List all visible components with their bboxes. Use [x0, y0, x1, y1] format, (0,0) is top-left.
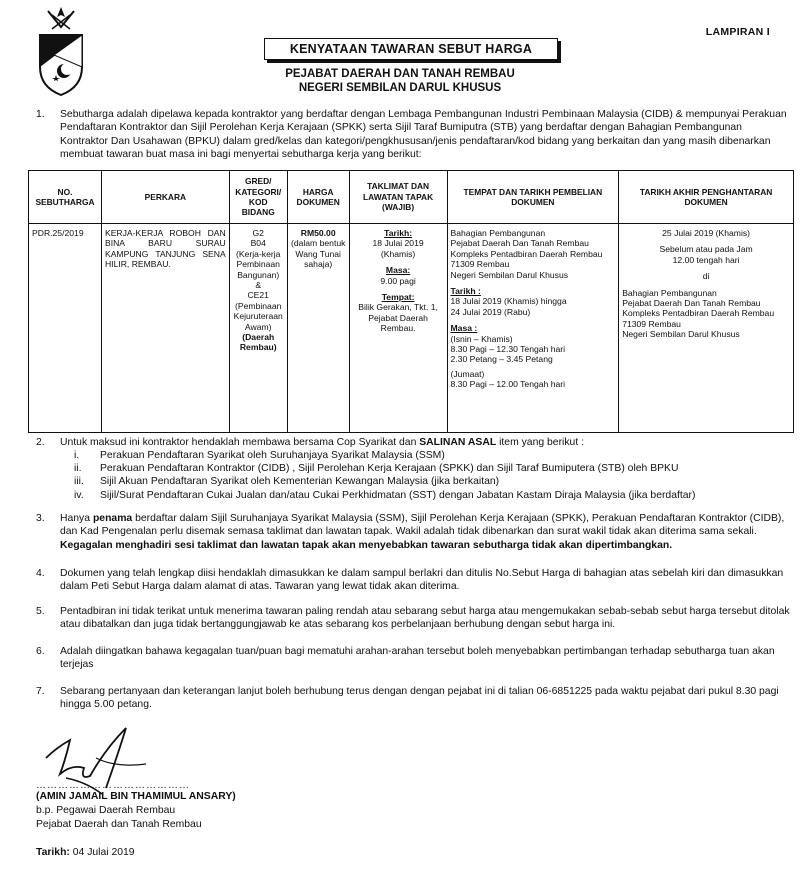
- column-header: HARGA DOKUMEN: [287, 171, 349, 224]
- office-name: PEJABAT DAERAH DAN TANAH REMBAU: [285, 68, 515, 80]
- lampiran-label: LAMPIRAN I: [705, 26, 770, 38]
- deadline-address-line: Kompleks Pentadbiran Daerah Rembau: [622, 308, 775, 319]
- paragraph-text: berdaftar dalam Sijil Suruhanjaya Syarikat Malaysia (SSM), Sijil Perolehan Kerja Kerajaan (SPKK), Perakuan Pendaftaran Kontraktor (CIDB), dan Kad Pengenalan perlu disemak semasa taklimat dan lawatan tapak. Wakil adalah tidak dibenarkan dan surat wakil tidak akan diterima sama sekali.: [60, 513, 785, 538]
- paragraph-number: 7.: [36, 686, 45, 697]
- paragraph-2: [36, 436, 792, 449]
- paragraph-text: Dokumen yang telah lengkap diisi hendaklah dimasukkan ke dalam sampul berlakri dan ditulis No.Sebut Harga di bahagian atas sebelah kiri dan dimasukkan dalam Peti Sebut Harga dalam alamat di atas. Tawaran yang lewat tidak akan diterima.: [60, 568, 784, 593]
- list-item-number: iv.: [74, 489, 84, 501]
- paragraph-text: Pentadbiran ini tidak terikat untuk menerima tawaran paling rendah atau sebarang sebut harga atau mengemukakan sebab-sebab sebut harga tersebut ditolak atau dibatalkan dan juga tidak bertanggungjawab ke atas sebarang kos perbelanjaan berhubung dengan sebut harga ini.: [60, 606, 790, 631]
- document-date: [36, 847, 135, 858]
- emphasis-text: penama: [92, 513, 133, 524]
- purchase-time: 8.30 Pagi – 12.00 Tengah hari: [450, 379, 566, 390]
- paragraph-number: 4.: [36, 568, 45, 579]
- column-header: NO. SEBUTHARGA: [29, 171, 102, 224]
- price-note: (dalam bentuk Wang Tunai sahaja): [290, 238, 346, 270]
- grade-line: (Pembinaan Kejuruteraan Awam): [233, 300, 283, 332]
- purchase-address-line: Bahagian Pembangunan: [450, 228, 546, 238]
- deadline-time: Sebelum atau pada Jam 12.00 tengah hari: [659, 244, 753, 265]
- grade-line: G2: [252, 228, 264, 238]
- cell-purchase: [447, 224, 619, 433]
- list-item: [60, 449, 790, 462]
- grade-line: (Kerja-kerja Pembinaan Bangunan): [236, 248, 281, 280]
- document-price: RM50.00: [300, 228, 336, 238]
- paragraph-6: [36, 645, 792, 672]
- column-header: TAKLIMAT DAN LAWATAN TAPAK (WAJIB): [349, 171, 447, 224]
- list-item: [60, 489, 790, 502]
- paragraph-text: Sebutharga adalah dipelawa kepada kontraktor yang berdaftar dengan Lembaga Pembangunan Industri Pembinaan Malaysia (CIDB) & mempunyai Perakuan Pendaftaran Kontraktor dan Sijil Perolehan Kerja Kerajaan (SPKK) serta Sijil Taraf Bumiputra (STB) yang berdaftar dengan Bahagian Pembangunan Kontraktor Dan Usahawan (BPKU) dalam gred/kelas dan kategori/pengkhususan/jenis pendaftaran/kod bidang yang berkaitan dan yang masih dibenarkan membuat tawaran buat masa ini bagi menyertai sebutharga kerja yang berikut:: [60, 109, 787, 161]
- purchase-date: 24 Julai 2019 (Rabu): [450, 306, 531, 317]
- briefing-date-label: Tarikh:: [384, 228, 413, 238]
- purchase-date: 18 Julai 2019 (Khamis) hingga: [450, 296, 567, 307]
- signatory-name: (AMIN JAMAIL BIN THAMIMUL ANSARY): [36, 791, 236, 802]
- purchase-time-label: Masa :: [450, 323, 478, 334]
- tender-table: [28, 170, 794, 433]
- list-item-number: iii.: [74, 476, 84, 488]
- column-header: GRED/ KATEGORI/ KOD BIDANG: [229, 171, 287, 224]
- deadline-date: 25 Julai 2019 (Khamis): [662, 228, 751, 238]
- paragraph-text: Hanya: [60, 513, 93, 524]
- purchase-date-label: Tarikh :: [450, 286, 481, 297]
- list-item-text: Perakuan Pendaftaran Syarikat oleh Suruhanjaya Syarikat Malaysia (SSM): [100, 450, 445, 461]
- quotation-number: PDR.25/2019: [32, 228, 84, 238]
- list-item-number: ii.: [74, 463, 82, 475]
- cell-price: [287, 224, 349, 433]
- grade-line: CE21: [247, 290, 269, 301]
- purchase-address-line: 71309 Rembau: [450, 259, 510, 270]
- list-item-text: Sijil Akuan Pendaftaran Syarikat oleh Kementerian Kewangan Malaysia (jika berkaitan): [100, 476, 500, 488]
- project-description: KERJA-KERJA ROBOH DAN BINA BARU SURAU KAMPUNG TANJUNG SENA HILIR, REMBAU.: [104, 228, 226, 270]
- column-header: TARIKH AKHIR PENGHANTARAN DOKUMEN: [619, 171, 794, 224]
- deadline-address-line: 71309 Rembau: [622, 318, 681, 329]
- purchase-address-line: Pejabat Daerah Dan Tanah Rembau: [450, 238, 589, 249]
- paragraph-number: 5.: [36, 606, 45, 617]
- column-header: PERKARA: [101, 171, 229, 224]
- list-item: [60, 462, 790, 475]
- column-header: TEMPAT DAN TARIKH PEMBELIAN DOKUMEN: [447, 171, 619, 224]
- briefing-time-label: Masa:: [385, 265, 411, 276]
- signatory-office: Pejabat Daerah dan Tanah Rembau: [36, 819, 202, 830]
- paragraph-5: [36, 605, 792, 632]
- deadline-at: di: [702, 271, 710, 282]
- cell-briefing: [349, 224, 447, 433]
- cell-project: [101, 224, 229, 433]
- briefing-day: (Khamis): [380, 248, 416, 259]
- briefing-place: Bilik Gerakan, Tkt. 1, Pejabat Daerah Rembau.: [358, 302, 438, 334]
- paragraph-7: [36, 685, 792, 712]
- grade-line: B04: [250, 238, 266, 249]
- deadline-address-line: Negeri Sembilan Darul Khusus: [622, 329, 740, 340]
- paragraph-number: 6.: [36, 646, 45, 657]
- grade-line: &: [255, 280, 262, 291]
- emphasis-text: SALINAN ASAL: [419, 437, 497, 448]
- grade-district-note: (Daerah Rembau): [239, 332, 277, 353]
- cell-quotation-number: [29, 224, 102, 433]
- signature-line: ……………………………………: [36, 780, 190, 791]
- paragraph-text: item yang berikut :: [496, 437, 584, 448]
- list-item-text: Sijil/Surat Pendaftaran Cukai Jualan dan/atau Cukai Perkhidmatan (SST) dengan Jabatan Kastam Diraja Malaysia (jika berdaftar): [100, 489, 696, 501]
- paragraph-3: [36, 512, 792, 552]
- paragraph-number: 2.: [36, 437, 45, 448]
- state-name: NEGERI SEMBILAN DARUL KHUSUS: [298, 82, 502, 94]
- briefing-date: 18 Julai 2019: [372, 238, 424, 249]
- deadline-address-line: Pejabat Daerah Dan Tanah Rembau: [622, 298, 761, 309]
- briefing-time: 9.00 pagi: [380, 275, 416, 286]
- paragraph-1: [36, 108, 792, 162]
- list-item-text: Perakuan Pendaftaran Kontraktor (CIDB) , Sijil Perolehan Kerja Kerajaan (SPKK) dan Sijil Taraf Bumiputera (STB) oleh BPKU: [100, 463, 679, 475]
- deadline-address-line: Bahagian Pembangunan: [622, 287, 717, 298]
- signatory-title: b.p. Pegawai Daerah Rembau: [36, 805, 176, 816]
- cell-deadline: [619, 224, 794, 433]
- table-header-row: [29, 171, 794, 224]
- required-items-list: [60, 449, 790, 502]
- warning-text: Kegagalan menghadiri sesi taklimat dan lawatan tapak akan menyebabkan tawaran sebutharga tidak akan dipertimbangkan.: [60, 539, 673, 551]
- purchase-address-line: Negeri Sembilan Darul Khusus: [450, 269, 569, 280]
- briefing-place-label: Tempat:: [381, 292, 415, 303]
- paragraph-text: Adalah diingatkan bahawa kegagalan tuan/puan bagi mematuhi arahan-arahan tersebut boleh menyebabkan pertimbangan terhadap sebutharga tuan akan terjejas: [60, 646, 775, 671]
- paragraph-number: 1.: [36, 109, 45, 120]
- purchase-address-line: Kompleks Pentadbiran Daerah Rembau: [450, 248, 603, 259]
- list-item: [60, 475, 790, 488]
- paragraph-4: [36, 567, 792, 594]
- document-title: KENYATAAN TAWARAN SEBUT HARGA: [264, 38, 558, 60]
- cell-grade: [229, 224, 287, 433]
- date-label: Tarikh:: [36, 847, 70, 858]
- purchase-time: 8.30 Pagi – 12.30 Tengah hari: [450, 344, 566, 355]
- purchase-time: (Isnin – Khamis): [450, 333, 513, 344]
- paragraph-text: Sebarang pertanyaan dan keterangan lanjut boleh berhubung terus dengan dengan pejabat ini di talian 06-6851225 pada waktu pejabat dari pukul 8.30 pagi hingga 5.00 petang.: [60, 686, 779, 711]
- list-item-number: i.: [74, 450, 80, 461]
- date-value: 04 Julai 2019: [69, 847, 135, 858]
- paragraph-text: Untuk maksud ini kontraktor hendaklah membawa bersama Cop Syarikat dan: [60, 437, 420, 448]
- purchase-time: (Jumaat): [450, 368, 485, 379]
- paragraph-number: 3.: [36, 513, 45, 524]
- purchase-time: 2.30 Petang – 3.45 Petang: [450, 354, 553, 365]
- table-row: [29, 224, 794, 433]
